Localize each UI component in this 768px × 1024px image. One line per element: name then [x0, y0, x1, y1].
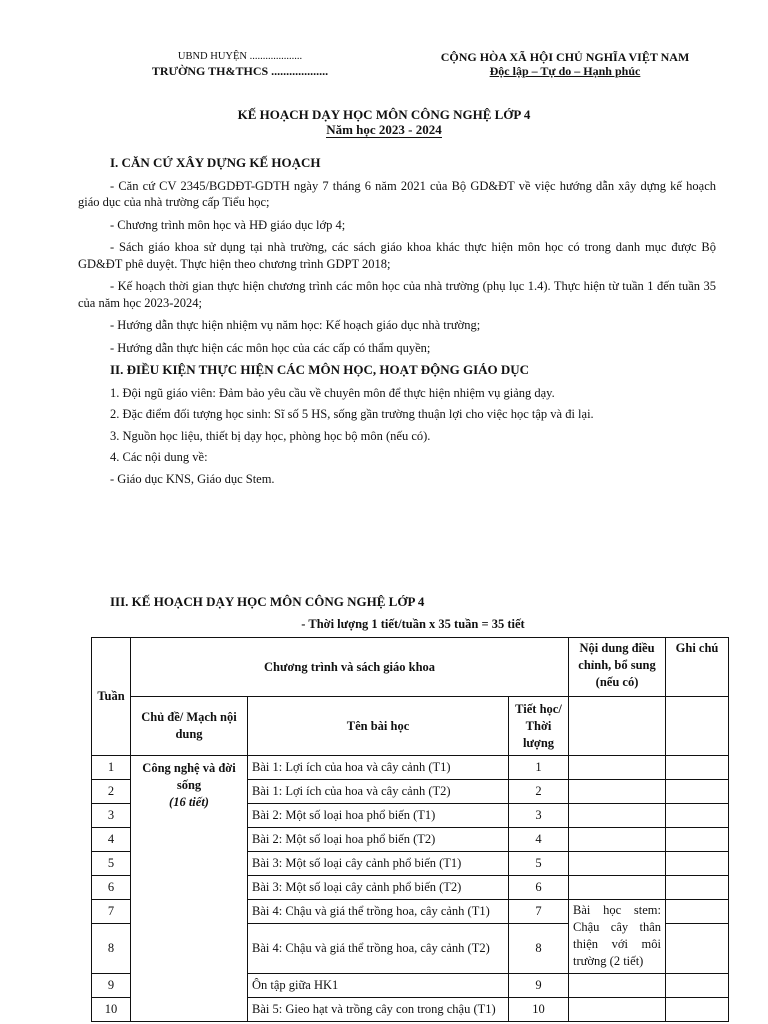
lesson-cell: Bài 1: Lợi ích của hoa và cây cảnh (T2): [248, 780, 509, 804]
week-cell: 4: [92, 828, 131, 852]
school-year: Năm học 2023 - 2024: [326, 122, 442, 137]
period-cell: 5: [509, 852, 569, 876]
lesson-cell: Ôn tập giữa HK1: [248, 974, 509, 998]
motto: Độc lập – Tự do – Hạnh phúc: [489, 64, 641, 78]
section-1-heading: I. CĂN CỨ XÂY DỰNG KẾ HOẠCH: [110, 155, 321, 170]
period-cell: 6: [509, 876, 569, 900]
school-line: TRƯỜNG TH&THCS ...................: [151, 64, 329, 78]
lesson-cell: Bài 4: Chậu và giá thể trồng hoa, cây cảnh (T2): [248, 924, 509, 974]
week-cell: 5: [92, 852, 131, 876]
section-2-item: 1. Đội ngũ giáo viên: Đảm bảo yêu cầu về chuyên môn để thực hiện nhiệm vụ giảng dạy.: [110, 385, 555, 400]
week-cell: 1: [92, 756, 131, 780]
national-motto-block: [420, 50, 710, 78]
program-header: Chương trình và sách giáo khoa: [131, 638, 569, 697]
lesson-cell: Bài 2: Một số loại hoa phổ biến (T2): [248, 828, 509, 852]
topic-periods: (16 tiết): [169, 795, 209, 809]
section-1-item: - Hướng dẫn thực hiện các môn học của các cấp có thẩm quyền;: [110, 340, 431, 355]
week-cell: 6: [92, 876, 131, 900]
week-cell: 3: [92, 804, 131, 828]
period-cell: 7: [509, 900, 569, 924]
lesson-cell: Bài 4: Chậu và giá thể trồng hoa, cây cảnh (T1): [248, 900, 509, 924]
period-cell: 8: [509, 924, 569, 974]
section-1-item: - Chương trình môn học và HĐ giáo dục lớp 4;: [110, 217, 346, 232]
topic-header: Chủ đề/ Mạch nội dung: [131, 697, 248, 756]
week-cell: 10: [92, 998, 131, 1022]
district-line: UBND HUYỆN ....................: [177, 51, 303, 62]
period-cell: 1: [509, 756, 569, 780]
note-header: Ghi chú: [666, 638, 729, 697]
lesson-cell: Bài 2: Một số loại hoa phổ biến (T1): [248, 804, 509, 828]
topic-cell: [131, 756, 248, 1022]
period-cell: 10: [509, 998, 569, 1022]
section-2-item: - Giáo dục KNS, Giáo dục Stem.: [110, 471, 275, 486]
table-row: [92, 756, 729, 780]
stem-note-cell: Bài học stem: Chậu cây thân thiện với môi trường (2 tiết): [569, 900, 666, 974]
section-1-item: - Sách giáo khoa sử dụng tại nhà trường, các sách giáo khoa khác thực hiện môn học có trong danh mục được Bộ GD&ĐT phê duyệt. Thực hiện theo chương trình GDPT 2018;: [78, 240, 716, 271]
section-1-item: - Hướng dẫn thực hiện nhiệm vụ năm học: Kế hoạch giáo dục nhà trường;: [110, 318, 481, 332]
lesson-cell: Bài 3: Một số loại cây cảnh phổ biến (T1): [248, 852, 509, 876]
week-cell: 9: [92, 974, 131, 998]
issuer-block: [130, 50, 350, 78]
topic-name: Công nghệ và đời sống: [142, 761, 236, 792]
section-1-item: - Kế hoạch thời gian thực hiện chương trình các môn học của nhà trường (phụ lục 1.4). Thực hiện từ tuần 1 đến tuần 35 của năm học 2023-2024;: [78, 279, 716, 310]
period-cell: 2: [509, 780, 569, 804]
lesson-header: Tên bài học: [248, 697, 509, 756]
country-name: CỘNG HÒA XÃ HỘI CHỦ NGHĨA VIỆT NAM: [440, 50, 690, 64]
lesson-cell: Bài 5: Gieo hạt và trồng cây con trong chậu (T1): [248, 998, 509, 1022]
lesson-plan-table: [91, 637, 729, 1022]
section-2-heading: II. ĐIỀU KIỆN THỰC HIỆN CÁC MÔN HỌC, HOẠT ĐỘNG GIÁO DỤC: [110, 362, 530, 377]
week-cell: 7: [92, 900, 131, 924]
section-2-item: 2. Đặc điểm đối tượng học sinh: Sĩ số 5 HS, sống gần trường thuận lợi cho việc học tập và đi lại.: [110, 407, 594, 421]
duration-line: - Thời lượng 1 tiết/tuần x 35 tuần = 35 tiết: [301, 617, 525, 631]
period-cell: 4: [509, 828, 569, 852]
period-cell: 3: [509, 804, 569, 828]
lesson-cell: Bài 3: Một số loại cây cảnh phổ biến (T2): [248, 876, 509, 900]
document-title: [0, 107, 768, 138]
title-main: KẾ HOẠCH DẠY HỌC MÔN CÔNG NGHỆ LỚP 4: [237, 107, 531, 122]
section-3-heading: III. KẾ HOẠCH DẠY HỌC MÔN CÔNG NGHỆ LỚP 4: [110, 594, 425, 609]
week-cell: 2: [92, 780, 131, 804]
lesson-cell: Bài 1: Lợi ích của hoa và cây cảnh (T1): [248, 756, 509, 780]
week-cell: 8: [92, 924, 131, 974]
document-body: [78, 155, 716, 492]
week-header: Tuần: [92, 638, 131, 756]
section-1-item: - Căn cứ CV 2345/BGDĐT-GDTH ngày 7 tháng 6 năm 2021 của Bộ GD&ĐT về việc hướng dẫn xây dựng kế hoạch giáo dục của nhà trường cấp Tiểu học;: [78, 178, 716, 209]
section-2-item: 3. Nguồn học liệu, thiết bị dạy học, phòng học bộ môn (nếu có).: [110, 428, 431, 443]
adjust-header: Nội dung điều chỉnh, bổ sung (nếu có): [569, 638, 666, 697]
period-cell: 9: [509, 974, 569, 998]
section-2-item: 4. Các nội dung về:: [110, 450, 208, 464]
period-header: Tiết học/ Thời lượng: [509, 697, 569, 756]
